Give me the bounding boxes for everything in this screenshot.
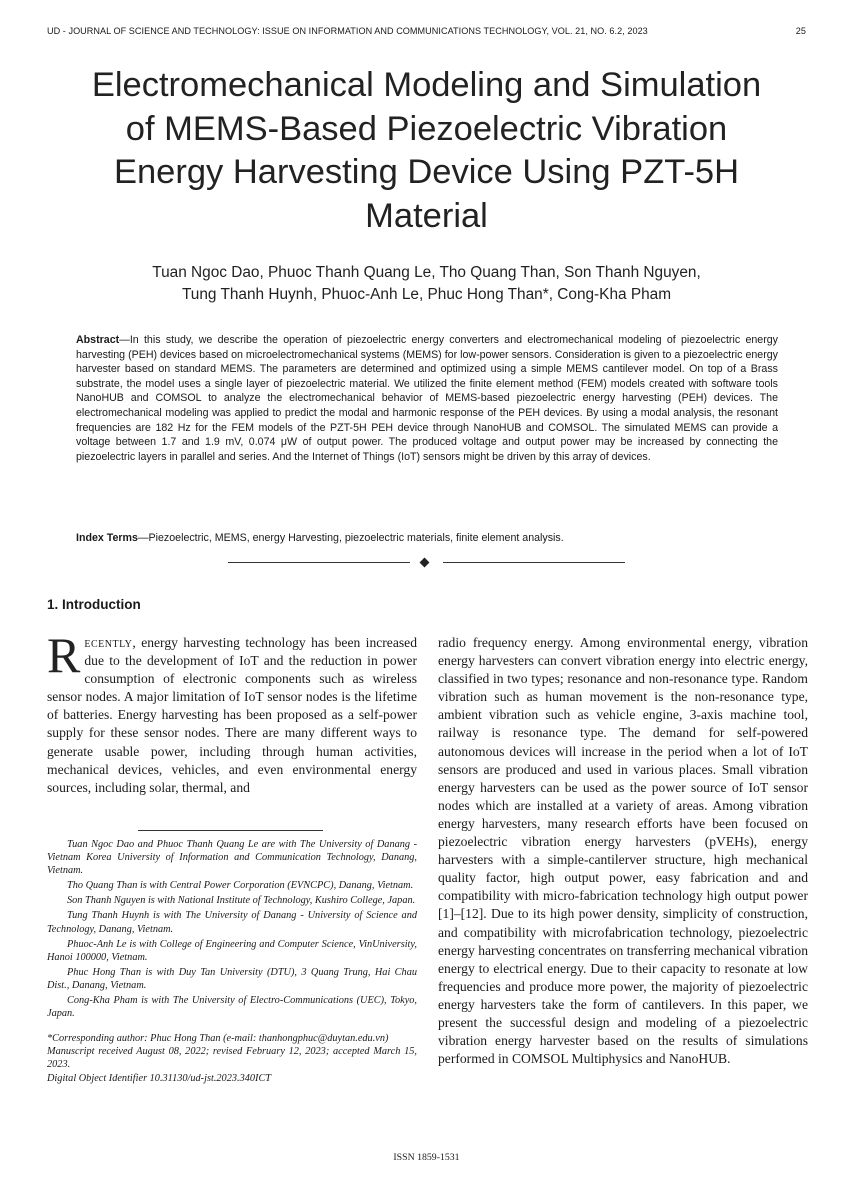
abstract	[76, 333, 778, 464]
section-heading: 1. Introduction	[47, 597, 141, 612]
intro-column-2	[438, 634, 808, 1068]
intro-column-1	[47, 627, 417, 797]
index-terms	[76, 531, 778, 545]
title-line-4: Material	[365, 196, 488, 235]
running-head	[47, 26, 806, 40]
diamond-icon	[420, 558, 430, 568]
index-terms-label: Index Terms	[76, 532, 138, 544]
section-divider	[228, 556, 625, 570]
footnote-affiliation: Cong-Kha Pham is with The University of Electro-Communications (UEC), Tokyo, Japan.	[47, 995, 417, 1020]
title-line-2: of MEMS-Based Piezoelectric Vibration	[125, 109, 728, 148]
footnote-affiliation: Tung Thanh Huynh is with The University of Danang - University of Science and Technology, Danang, Vietnam.	[47, 910, 417, 935]
issn-footer: ISSN 1859-1531	[393, 1152, 460, 1163]
abstract-text: —In this study, we describe the operation of piezoelectric energy converters and electromechanical modeling of piezoelectric energy harvesting (PEH) devices based on microelectromechanical systems (MEMS) for low-power sensors. Consideration is given to a piezoelectric energy harvester based on standard MEMS. The parameters are determined and optimized using a simple MEMS cantilever model. On top of a Brass substrate, the model uses a single layer of piezoelectric material. We utilized the finite element method (FEM) models created with software tools NanoHUB and COMSOL to analyze the electromechanical behavior of MEMS-based piezoelectric energy harvesting (PEH) devices. The electromechanical modeling was applied to predict the modal and harmonic response of the PEH devices. By using a modal analysis, the resonant frequencies are 182 Hz for the FEM models of the PZT-5H PEH device through NanoHUB and COMSOL. The simulated MEMS can provide a voltage between 1.7 and 1.9 mV, 0.074 μW of output power. The produced voltage and output power may be increased by connecting the piezoelectric layers in parallel and series. And the Internet of Things (IoT) sensors might be driven by this array of devices.	[76, 334, 778, 463]
intro-smallcaps: ecently	[84, 635, 133, 650]
footnote-affiliation: Phuc Hong Than is with Duy Tan University (DTU), 3 Quang Trung, Hai Chau Dist., Danang, Vietnam.	[47, 966, 417, 991]
title-line-3: Energy Harvesting Device Using PZT-5H	[113, 153, 740, 191]
authors-line-2: Tung Thanh Huynh, Phuoc-Anh Le, Phuc Hong Than*, Cong-Kha Pham	[181, 286, 672, 303]
authors-line-1: Tuan Ngoc Dao, Phuoc Thanh Quang Le, Tho Quang Than, Son Thanh Nguyen,	[152, 264, 701, 281]
title-line-1: Electromechanical Modeling and Simulation	[91, 66, 762, 104]
intro-column-2-text: radio frequency energy. Among environmental energy, vibration energy harvesters can convert vibration energy into electric energy, classified in two types; resonance and non-resonance type. Random vibration such as human movement is the non-resonance type, ambient vibration such as vehicle engine, 3-axis machine tool, railway is resonance type. The demand for self-powered autonomous devices will increase in the period when a lot of IoT sensors are produced and used in various places. Small vibration energy harvesters can be used as the power source of IoT sensor nodes which are installed at a variety of areas. Among vibration energy harvesters, many research efforts have been focused on piezoelectric vibration energy harvesters (pVEHs), energy harvesters with a simple-cantilerver structure, high mechanical quality factor, high output power, easy fabrication and and compatibility with micro-fabrication technology high output power [1]–[12]. Due to its high power density, simplicity of construction, and compatibility with microfabrication technology, piezoelectric energy harvesting concentrates on transferring mechanical vibration energy to electrical energy. Due to their capacity to resonate at low frequencies and produce more power, the majority of piezoelectric energy harvesters take the form of cantilevers. In this paper, we present the successful design and modeling of a piezoelectric vibration energy harvester based on the results of simulations performed in COMSOL Multiphysics and NanoHUB.	[438, 635, 808, 1067]
footnote-affiliation: Tho Quang Than is with Central Power Corporation (EVNCPC), Danang, Vietnam.	[67, 880, 414, 892]
intro-column-1-text: , energy harvesting technology has been increased due to the development of IoT and the reduction in power consumption of electronic components such as wireless sensor nodes. A major limitation of IoT sensor nodes is the lifetime of batteries. Energy harvesting has been proposed as a self-power supply for these sensor nodes. There are many different ways to generate usable power, including through human activities, mechanical devices, vehicles, and even environmental energy sources, including solar, thermal, and	[47, 635, 417, 795]
abstract-label: Abstract	[76, 334, 120, 346]
journal-header: UD - JOURNAL OF SCIENCE AND TECHNOLOGY: ISSUE ON INFORMATION AND COMMUNICATIONS TECHNOLOGY, VOL. 21, NO. 6.2, 2023	[47, 26, 648, 36]
footnote-affiliation: Son Thanh Nguyen is with National Institute of Technology, Kushiro College, Japan.	[67, 895, 416, 907]
dropcap: R	[47, 627, 81, 683]
footnotes	[47, 838, 417, 1085]
divider-line-right	[443, 562, 625, 563]
footnote-rule	[138, 830, 323, 831]
index-terms-text: —Piezoelectric, MEMS, energy Harvesting, piezoelectric materials, finite element analysis.	[137, 532, 564, 544]
footnote-affiliation: Phuoc-Anh Le is with College of Engineering and Computer Science, VinUniversity, Hanoi 100000, Vietnam.	[47, 938, 417, 963]
footnote-affiliation: Tuan Ngoc Dao and Phuoc Thanh Quang Le are with The University of Danang - Vietnam Korea University of Information and Communication Technology, Danang, Vietnam.	[47, 839, 417, 877]
paper-title	[40, 64, 813, 238]
footnote-corresponding: *Corresponding author: Phuc Hong Than (e-mail: thanhongphuc@duytan.edu.vn)	[47, 1033, 389, 1045]
page-number: 25	[795, 26, 806, 36]
divider-line-left	[228, 562, 410, 563]
author-list	[60, 262, 793, 306]
footnote-doi: Digital Object Identifier 10.31130/ud-jst.2023.340ICT	[47, 1072, 272, 1084]
footnote-received: Manuscript received August 08, 2022; revised February 12, 2023; accepted March 15, 2023.	[47, 1046, 417, 1071]
